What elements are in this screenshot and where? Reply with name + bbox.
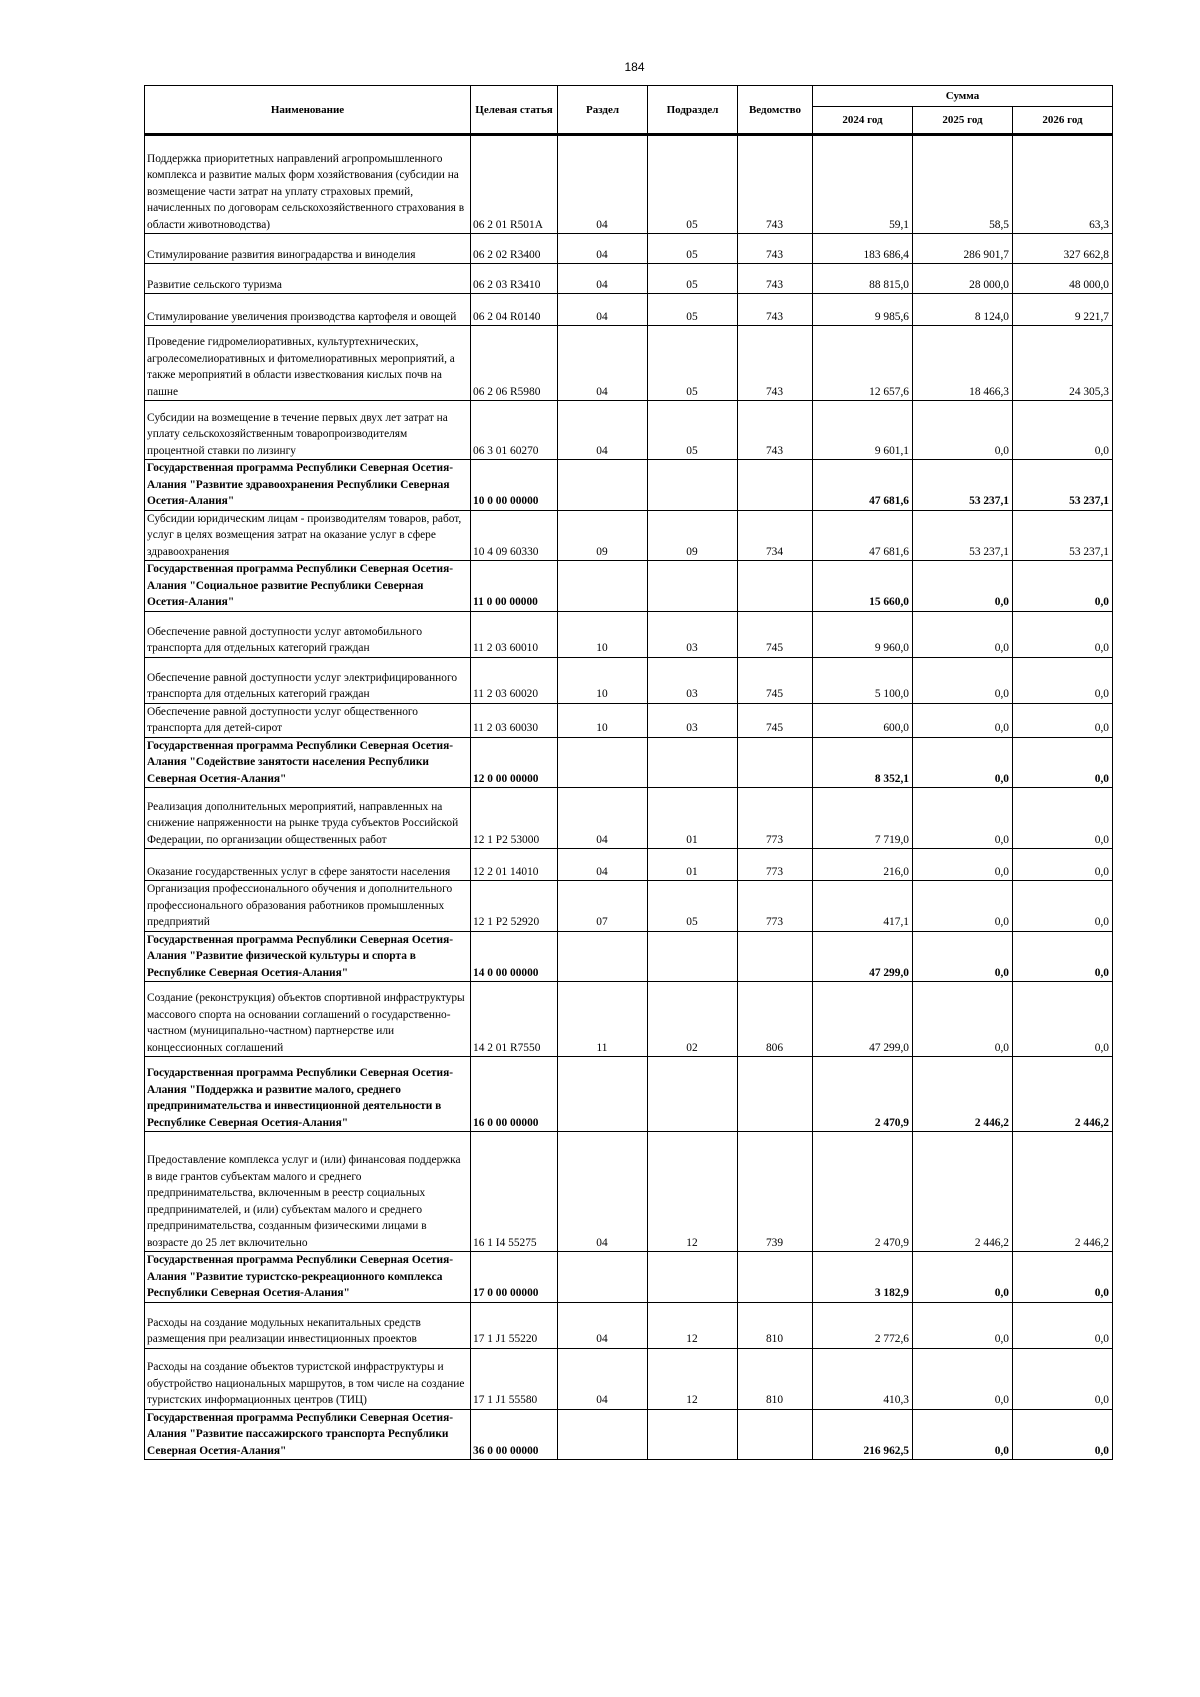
row-target-article: 06 3 01 60270 (471, 401, 558, 460)
row-name: Предоставление комплекса услуг и (или) финансовая поддержка в виде грантов субъектам малого и среднего предпринимательства, включенным в реестр социальных предпринимателей, и (или) субъектам малого и среднего предпринимательства, созданным физическими лицами в возрасте до 25 лет включительно (145, 1132, 471, 1252)
row-name: Государственная программа Республики Северная Осетия-Алания "Развитие физической культуры и спорта в Республике Северная Осетия-Алания" (145, 931, 471, 982)
row-department (738, 561, 813, 612)
row-department (738, 460, 813, 511)
row-target-article: 11 2 03 60030 (471, 703, 558, 737)
row-sum-2025: 0,0 (913, 849, 1013, 881)
table-row (145, 1348, 1113, 1409)
row-sum-2024: 216 962,5 (813, 1409, 913, 1460)
row-subsection (648, 460, 738, 511)
row-sum-2025: 2 446,2 (913, 1132, 1013, 1252)
row-target-article: 12 1 P2 53000 (471, 788, 558, 849)
row-name: Государственная программа Республики Северная Осетия-Алания "Развитие пассажирского транспорта Республики Северная Осетия-Алания" (145, 1409, 471, 1460)
row-sum-2025: 0,0 (913, 1252, 1013, 1303)
row-target-article: 14 2 01 R7550 (471, 982, 558, 1057)
row-department: 734 (738, 510, 813, 561)
row-target-article: 06 2 06 R5980 (471, 326, 558, 401)
row-sum-2025: 0,0 (913, 881, 1013, 932)
row-sum-2024: 2 470,9 (813, 1057, 913, 1132)
row-sum-2026: 0,0 (1013, 611, 1113, 657)
row-name: Субсидии на возмещение в течение первых двух лет затрат на уплату сельскохозяйственным товаропроизводителям процентной ставки по лизингу (145, 401, 471, 460)
row-subsection: 05 (648, 294, 738, 326)
row-subsection: 05 (648, 881, 738, 932)
table-row (145, 611, 1113, 657)
row-sum-2025: 0,0 (913, 703, 1013, 737)
row-department: 743 (738, 401, 813, 460)
row-sum-2026: 24 305,3 (1013, 326, 1113, 401)
program-row (145, 1252, 1113, 1303)
row-subsection: 05 (648, 264, 738, 294)
row-sum-2024: 2 772,6 (813, 1302, 913, 1348)
header-year-2025: 2025 год (913, 107, 1013, 135)
row-name: Государственная программа Республики Северная Осетия-Алания "Поддержка и развитие малого, среднего предпринимательства и инвестиционной деятельности в Республике Северная Осетия-Алания" (145, 1057, 471, 1132)
header-name: Наименование (145, 86, 471, 135)
row-sum-2026: 0,0 (1013, 881, 1113, 932)
row-sum-2025: 0,0 (913, 1348, 1013, 1409)
row-subsection (648, 561, 738, 612)
row-sum-2024: 88 815,0 (813, 264, 913, 294)
row-department: 810 (738, 1302, 813, 1348)
row-section (558, 1057, 648, 1132)
table-row (145, 264, 1113, 294)
row-section: 11 (558, 982, 648, 1057)
row-target-article: 11 0 00 00000 (471, 561, 558, 612)
row-sum-2024: 9 960,0 (813, 611, 913, 657)
row-target-article: 12 1 P2 52920 (471, 881, 558, 932)
row-name: Организация профессионального обучения и дополнительного профессионального образования работников промышленных предприятий (145, 881, 471, 932)
row-target-article: 36 0 00 00000 (471, 1409, 558, 1460)
row-sum-2025: 58,5 (913, 135, 1013, 234)
row-sum-2025: 18 466,3 (913, 326, 1013, 401)
row-target-article: 12 0 00 00000 (471, 737, 558, 788)
row-section (558, 460, 648, 511)
row-department: 745 (738, 611, 813, 657)
row-department: 743 (738, 294, 813, 326)
row-department: 743 (738, 264, 813, 294)
row-sum-2026: 0,0 (1013, 931, 1113, 982)
row-sum-2026: 53 237,1 (1013, 510, 1113, 561)
row-sum-2025: 28 000,0 (913, 264, 1013, 294)
row-subsection: 03 (648, 657, 738, 703)
row-sum-2024: 410,3 (813, 1348, 913, 1409)
table-body (145, 135, 1113, 1460)
row-department: 743 (738, 234, 813, 264)
row-name: Обеспечение равной доступности услуг электрифицированного транспорта для отдельных категорий граждан (145, 657, 471, 703)
row-sum-2026: 0,0 (1013, 737, 1113, 788)
row-sum-2026: 9 221,7 (1013, 294, 1113, 326)
row-target-article: 11 2 03 60020 (471, 657, 558, 703)
program-row (145, 561, 1113, 612)
row-department (738, 931, 813, 982)
table-row (145, 510, 1113, 561)
program-row (145, 931, 1113, 982)
row-sum-2024: 183 686,4 (813, 234, 913, 264)
row-target-article: 11 2 03 60010 (471, 611, 558, 657)
row-sum-2024: 47 681,6 (813, 510, 913, 561)
header-sum: Сумма (813, 86, 1113, 107)
row-name: Поддержка приоритетных направлений агропромышленного комплекса и развитие малых форм хозяйствования (субсидии на возмещение части затрат на уплату страховых премий, начисленных по договорам сельскохозяйственного страхования в области животноводства) (145, 135, 471, 234)
row-sum-2025: 0,0 (913, 1302, 1013, 1348)
row-section: 10 (558, 611, 648, 657)
row-section: 04 (558, 849, 648, 881)
row-name: Государственная программа Республики Северная Осетия-Алания "Развитие туристско-рекреационного комплекса Республики Северная Осетия-Алания" (145, 1252, 471, 1303)
row-section (558, 561, 648, 612)
row-sum-2026: 0,0 (1013, 788, 1113, 849)
row-sum-2026: 0,0 (1013, 1302, 1113, 1348)
row-sum-2025: 2 446,2 (913, 1057, 1013, 1132)
row-sum-2025: 0,0 (913, 788, 1013, 849)
row-subsection: 05 (648, 326, 738, 401)
row-target-article: 06 2 01 R501A (471, 135, 558, 234)
row-section (558, 737, 648, 788)
row-section: 04 (558, 234, 648, 264)
row-name: Стимулирование увеличения производства картофеля и овощей (145, 294, 471, 326)
row-sum-2025: 53 237,1 (913, 510, 1013, 561)
row-sum-2026: 0,0 (1013, 982, 1113, 1057)
row-sum-2026: 0,0 (1013, 703, 1113, 737)
row-name: Расходы на создание объектов туристской инфраструктуры и обустройство национальных маршрутов, в том числе на создание туристских информационных центров (ТИЦ) (145, 1348, 471, 1409)
row-name: Оказание государственных услуг в сфере занятости населения (145, 849, 471, 881)
row-section: 04 (558, 401, 648, 460)
row-subsection: 01 (648, 788, 738, 849)
row-sum-2025: 0,0 (913, 401, 1013, 460)
row-sum-2026: 0,0 (1013, 561, 1113, 612)
row-target-article: 16 0 00 00000 (471, 1057, 558, 1132)
header-section: Раздел (558, 86, 648, 135)
row-sum-2024: 5 100,0 (813, 657, 913, 703)
row-department (738, 1409, 813, 1460)
row-section: 04 (558, 294, 648, 326)
row-sum-2024: 2 470,9 (813, 1132, 913, 1252)
row-section: 09 (558, 510, 648, 561)
row-subsection: 03 (648, 703, 738, 737)
row-subsection: 05 (648, 135, 738, 234)
row-sum-2025: 286 901,7 (913, 234, 1013, 264)
row-subsection: 05 (648, 401, 738, 460)
row-name: Создание (реконструкция) объектов спортивной инфраструктуры массового спорта на основании соглашений о государственно-частном (муниципально-частном) партнерстве или концессионных соглашений (145, 982, 471, 1057)
row-target-article: 06 2 03 R3410 (471, 264, 558, 294)
page-number: 184 (624, 60, 645, 74)
row-sum-2024: 8 352,1 (813, 737, 913, 788)
row-sum-2025: 0,0 (913, 611, 1013, 657)
table-row (145, 881, 1113, 932)
row-department: 773 (738, 881, 813, 932)
row-sum-2024: 47 299,0 (813, 931, 913, 982)
row-sum-2024: 600,0 (813, 703, 913, 737)
row-subsection: 01 (648, 849, 738, 881)
row-target-article: 12 2 01 14010 (471, 849, 558, 881)
row-department: 745 (738, 657, 813, 703)
row-sum-2024: 7 719,0 (813, 788, 913, 849)
row-sum-2026: 0,0 (1013, 1348, 1113, 1409)
row-section: 10 (558, 703, 648, 737)
row-section (558, 931, 648, 982)
row-sum-2026: 0,0 (1013, 1409, 1113, 1460)
row-target-article: 10 4 09 60330 (471, 510, 558, 561)
row-target-article: 17 1 J1 55220 (471, 1302, 558, 1348)
row-section: 04 (558, 1348, 648, 1409)
row-section (558, 1252, 648, 1303)
row-name: Государственная программа Республики Северная Осетия-Алания "Содействие занятости населения Республики Северная Осетия-Алания" (145, 737, 471, 788)
table-row (145, 326, 1113, 401)
row-target-article: 16 1 I4 55275 (471, 1132, 558, 1252)
row-sum-2026: 0,0 (1013, 657, 1113, 703)
row-name: Субсидии юридическим лицам - производителям товаров, работ, услуг в целях возмещения затрат на оказание услуг в сфере здравоохранения (145, 510, 471, 561)
table-row (145, 1302, 1113, 1348)
row-department (738, 1252, 813, 1303)
row-department: 743 (738, 135, 813, 234)
table-row (145, 657, 1113, 703)
header-year-2024: 2024 год (813, 107, 913, 135)
row-sum-2026: 63,3 (1013, 135, 1113, 234)
row-sum-2026: 0,0 (1013, 1252, 1113, 1303)
row-subsection: 03 (648, 611, 738, 657)
row-department (738, 1057, 813, 1132)
row-name: Обеспечение равной доступности услуг автомобильного транспорта для отдельных категорий граждан (145, 611, 471, 657)
row-section: 04 (558, 788, 648, 849)
row-name: Государственная программа Республики Северная Осетия-Алания "Развитие здравоохранения Республики Северная Осетия-Алания" (145, 460, 471, 511)
row-sum-2024: 59,1 (813, 135, 913, 234)
header-target-article: Целевая статья (471, 86, 558, 135)
row-sum-2025: 0,0 (913, 737, 1013, 788)
row-section: 04 (558, 264, 648, 294)
row-subsection (648, 1057, 738, 1132)
row-subsection: 12 (648, 1348, 738, 1409)
row-sum-2024: 9 601,1 (813, 401, 913, 460)
row-sum-2024: 12 657,6 (813, 326, 913, 401)
row-department: 743 (738, 326, 813, 401)
row-sum-2026: 2 446,2 (1013, 1057, 1113, 1132)
table-row (145, 234, 1113, 264)
row-sum-2024: 9 985,6 (813, 294, 913, 326)
row-name: Стимулирование развития виноградарства и виноделия (145, 234, 471, 264)
row-subsection: 02 (648, 982, 738, 1057)
table-row (145, 401, 1113, 460)
row-subsection: 12 (648, 1132, 738, 1252)
table-row (145, 135, 1113, 234)
row-department: 739 (738, 1132, 813, 1252)
row-name: Государственная программа Республики Северная Осетия-Алания "Социальное развитие Республики Северная Осетия-Алания" (145, 561, 471, 612)
row-section: 04 (558, 135, 648, 234)
row-department: 810 (738, 1348, 813, 1409)
table-row (145, 1132, 1113, 1252)
row-section: 07 (558, 881, 648, 932)
row-name: Расходы на создание модульных некапитальных средств размещения при реализации инвестиционных проектов (145, 1302, 471, 1348)
table-row (145, 703, 1113, 737)
row-target-article: 17 1 J1 55580 (471, 1348, 558, 1409)
row-section (558, 1409, 648, 1460)
program-row (145, 1057, 1113, 1132)
row-sum-2025: 0,0 (913, 1409, 1013, 1460)
row-subsection (648, 1252, 738, 1303)
row-subsection (648, 1409, 738, 1460)
header-department: Ведомство (738, 86, 813, 135)
row-subsection (648, 737, 738, 788)
row-sum-2026: 2 446,2 (1013, 1132, 1113, 1252)
table-row (145, 849, 1113, 881)
row-target-article: 14 0 00 00000 (471, 931, 558, 982)
row-sum-2026: 0,0 (1013, 849, 1113, 881)
row-department: 806 (738, 982, 813, 1057)
row-department (738, 737, 813, 788)
row-target-article: 17 0 00 00000 (471, 1252, 558, 1303)
table-row (145, 982, 1113, 1057)
row-target-article: 06 2 04 R0140 (471, 294, 558, 326)
program-row (145, 737, 1113, 788)
row-subsection: 05 (648, 234, 738, 264)
header-year-2026: 2026 год (1013, 107, 1113, 135)
row-sum-2026: 53 237,1 (1013, 460, 1113, 511)
row-sum-2026: 327 662,8 (1013, 234, 1113, 264)
row-section: 04 (558, 326, 648, 401)
row-sum-2025: 8 124,0 (913, 294, 1013, 326)
program-row (145, 1409, 1113, 1460)
row-sum-2026: 48 000,0 (1013, 264, 1113, 294)
program-row (145, 460, 1113, 511)
row-sum-2024: 47 681,6 (813, 460, 913, 511)
row-sum-2026: 0,0 (1013, 401, 1113, 460)
row-sum-2024: 216,0 (813, 849, 913, 881)
row-name: Обеспечение равной доступности услуг общественного транспорта для детей-сирот (145, 703, 471, 737)
row-sum-2024: 15 660,0 (813, 561, 913, 612)
row-section: 04 (558, 1132, 648, 1252)
row-sum-2024: 47 299,0 (813, 982, 913, 1057)
row-subsection: 12 (648, 1302, 738, 1348)
budget-table (144, 85, 1113, 1460)
row-sum-2025: 0,0 (913, 982, 1013, 1057)
row-sum-2025: 0,0 (913, 657, 1013, 703)
row-department: 773 (738, 788, 813, 849)
row-name: Развитие сельского туризма (145, 264, 471, 294)
row-subsection (648, 931, 738, 982)
row-sum-2025: 0,0 (913, 931, 1013, 982)
table-row (145, 294, 1113, 326)
header-subsection: Подраздел (648, 86, 738, 135)
row-section: 10 (558, 657, 648, 703)
row-department: 773 (738, 849, 813, 881)
row-sum-2025: 53 237,1 (913, 460, 1013, 511)
row-section: 04 (558, 1302, 648, 1348)
row-target-article: 10 0 00 00000 (471, 460, 558, 511)
row-sum-2024: 3 182,9 (813, 1252, 913, 1303)
row-department: 745 (738, 703, 813, 737)
row-name: Проведение гидромелиоративных, культуртехнических, агролесомелиоративных и фитомелиоративных мероприятий, а также мероприятий в области известкования кислых почв на пашне (145, 326, 471, 401)
row-subsection: 09 (648, 510, 738, 561)
row-name: Реализация дополнительных мероприятий, направленных на снижение напряженности на рынке труда субъектов Российской Федерации, по организации общественных работ (145, 788, 471, 849)
row-target-article: 06 2 02 R3400 (471, 234, 558, 264)
row-sum-2025: 0,0 (913, 561, 1013, 612)
table-row (145, 788, 1113, 849)
row-sum-2024: 417,1 (813, 881, 913, 932)
